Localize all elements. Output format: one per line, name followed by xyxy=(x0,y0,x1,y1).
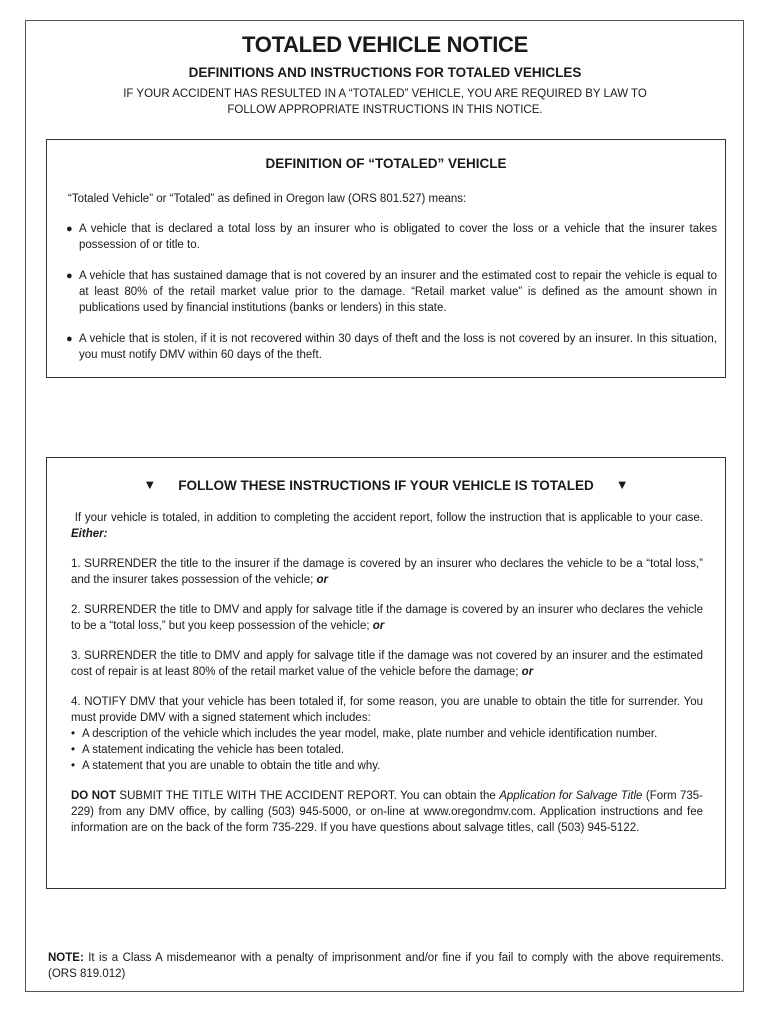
definition-bullet-text: A vehicle that is stolen, if it is not recovered within 30 days of theft and the loss is not covered by an insurer. In this situation, you must notify DMV within 60 days of the theft. xyxy=(79,333,717,361)
or-label: or xyxy=(521,666,534,678)
intro-line-1: IF YOUR ACCIDENT HAS RESULTED IN A “TOTALED” VEHICLE, YOU ARE REQUIRED BY LAW TO xyxy=(123,88,647,100)
instruction-text: 1. SURRENDER the title to the insurer if the damage is covered by an insurer who declares the vehicle to be a “total loss,” and the insurer takes possession of the vehicle; xyxy=(71,558,703,586)
do-not-label: DO NOT xyxy=(71,790,116,802)
instructions-header xyxy=(47,477,725,493)
closing-paragraph xyxy=(71,788,703,836)
page-subtitle: DEFINITIONS AND INSTRUCTIONS FOR TOTALED VEHICLES xyxy=(188,65,582,80)
note-text: It is a Class A misdemeanor with a penalty of imprisonment and/or fine if you fail to comply with the above requirements. (ORS 819.012) xyxy=(48,952,724,980)
sub-list-text: A description of the vehicle which includes the year model, make, plate number and vehicle identification number. xyxy=(82,728,658,740)
instruction-item-3 xyxy=(71,648,703,680)
instruction-text: 3. SURRENDER the title to DMV and apply for salvage title if the damage was not covered by an insurer and the estimated cost of repair is at least 80% of the retail market value of the vehicle before the damage; xyxy=(71,650,703,678)
triangle-down-icon: ▼ xyxy=(143,477,157,492)
definition-bullet xyxy=(66,221,717,253)
instruction-item-2 xyxy=(71,602,703,634)
instructions-box xyxy=(46,457,726,889)
sub-list-text: A statement that you are unable to obtain the title and why. xyxy=(82,760,381,772)
or-label: or xyxy=(316,574,328,586)
definition-bullet xyxy=(66,268,717,316)
bullet-dot-icon: ● xyxy=(66,333,73,345)
bullet-dot-icon: • xyxy=(71,744,76,756)
definition-lead: “Totaled Vehicle” or “Totaled” as defined in Oregon law (ORS 801.527) means: xyxy=(68,193,467,205)
instruction-item-1 xyxy=(71,556,703,588)
definition-bullet xyxy=(66,331,717,363)
instruction-text: 2. SURRENDER the title to DMV and apply for salvage title if the damage is covered by an insurer who declares the vehicle to be a “total loss,” but you keep possession of the vehicle; xyxy=(71,604,703,632)
bullet-dot-icon: • xyxy=(71,760,76,772)
instruction-item-4 xyxy=(71,694,703,774)
definition-box xyxy=(46,139,726,378)
bullet-dot-icon: • xyxy=(71,728,76,740)
definition-bullet-text: A vehicle that is declared a total loss by an insurer who is obligated to cover the loss or a vehicle that the insurer takes possession of or title to. xyxy=(79,223,717,251)
intro-line-2: FOLLOW APPROPRIATE INSTRUCTIONS IN THIS NOTICE. xyxy=(227,104,543,116)
instructions-intro xyxy=(71,510,703,542)
instruction-text: 4. NOTIFY DMV that your vehicle has been totaled if, for some reason, you are unable to obtain the title for surrender. You must provide DMV with a signed statement which includes: xyxy=(71,696,703,724)
sub-list-text: A statement indicating the vehicle has been totaled. xyxy=(82,744,345,756)
either-label: Either: xyxy=(71,528,108,540)
sub-list-item xyxy=(71,726,671,742)
page-title: TOTALED VEHICLE NOTICE xyxy=(242,32,528,57)
instructions-intro-text: If your vehicle is totaled, in addition to completing the accident report, follow the instruction that is applicable to your case. xyxy=(74,512,703,524)
note-paragraph xyxy=(48,950,724,982)
sub-list-item xyxy=(71,758,703,774)
definition-title: DEFINITION OF “TOTALED” VEHICLE xyxy=(265,156,507,171)
or-label: or xyxy=(372,620,385,632)
closing-text-1: SUBMIT THE TITLE WITH THE ACCIDENT REPORT. You can obtain the xyxy=(115,790,500,802)
note-label: NOTE: xyxy=(48,952,84,964)
page-intro xyxy=(80,86,690,118)
instructions-title: FOLLOW THESE INSTRUCTIONS IF YOUR VEHICLE IS TOTALED xyxy=(178,477,594,493)
sub-list-item xyxy=(71,742,703,758)
triangle-down-icon: ▼ xyxy=(615,477,629,492)
salvage-form-title: Application for Salvage Title xyxy=(499,790,643,802)
closing-text-2: (Form 735-229) from any DMV office, by calling (503) 945-5000, or on-line at www.oregondmv.com. Application instructions and fee information are on the back of the form 735-229. If you have questions about salvage titles, call (503) 945-5122. xyxy=(71,790,703,834)
bullet-dot-icon: ● xyxy=(66,223,73,235)
bullet-dot-icon: ● xyxy=(66,270,73,282)
definition-bullet-text: A vehicle that has sustained damage that is not covered by an insurer and the estimated cost to repair the vehicle is equal to at least 80% of the retail market value prior to the damage. “Retail market value” is defined as the amount shown in publications used by financial institutions (banks or lenders) in this state. xyxy=(79,270,717,314)
